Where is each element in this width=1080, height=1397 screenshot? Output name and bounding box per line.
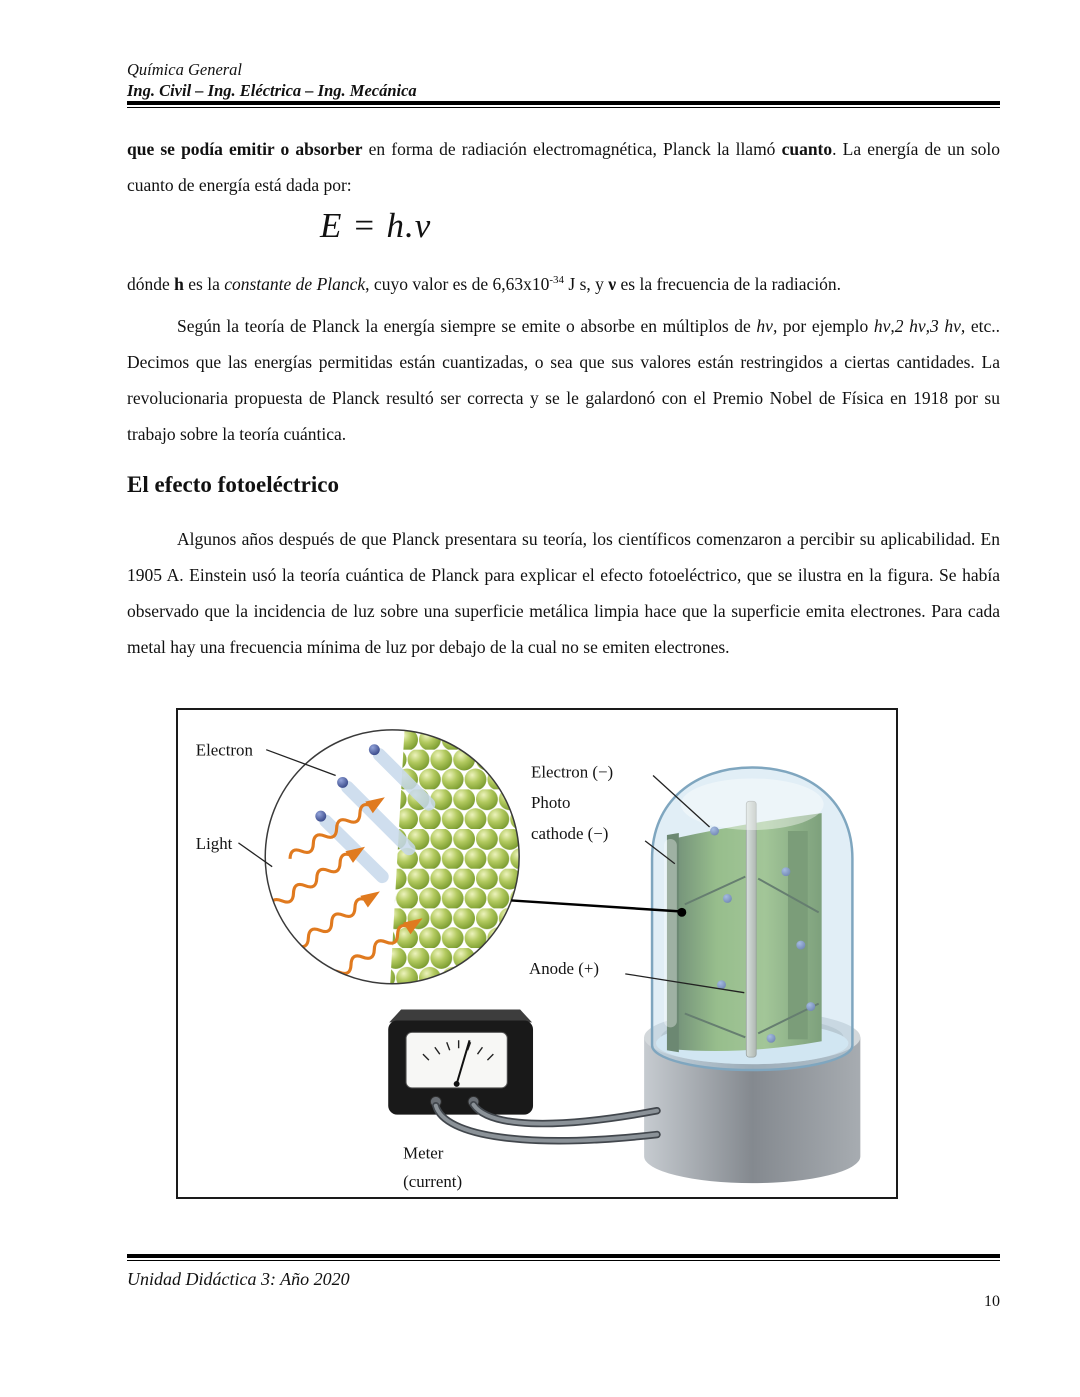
bold-cuanto: cuanto (781, 139, 833, 159)
paragraph-photoelectric-intro: Algunos años después de que Planck presentara su teoría, los científicos comenzaron a percibir su aplicabilidad. En 1905 A. Einstein usó la teoría cuántica de Planck para explicar el efecto fotoeléctrico, que se ilustra en la figura. Se había observado que la incidencia de luz sobre una superficie metálica limpia hace que la superficie emita electrones. Para cada metal hay una frecuencia mínima de luz por debajo de la cual no se emiten electrones. (127, 529, 1000, 657)
photoelectric-diagram (178, 710, 896, 1197)
photo-cathode-label-2: cathode (−) (531, 823, 609, 843)
footer-unit-title: Unidad Didáctica 3: Año 2020 (127, 1269, 350, 1289)
text-run: es la frecuencia de la radiación. (616, 274, 842, 294)
text-run: dónde (127, 274, 175, 294)
electron-neg-label: Electron (−) (531, 762, 614, 782)
text-run: , cuyo valor es de 6,63x10 (365, 274, 550, 294)
footer-rule-thick (127, 1254, 1000, 1258)
footer-rule-thin (127, 1260, 1000, 1261)
light-label: Light (195, 833, 233, 853)
header-careers: Ing. Civil – Ing. Eléctrica – Ing. Mecánica (127, 81, 417, 100)
meter-label-2: (current) (403, 1172, 463, 1192)
text-run: por ejemplo (777, 316, 874, 336)
metal-surface-inset (265, 714, 526, 1002)
meter-label-1: Meter (403, 1143, 444, 1163)
text-run: etc.. Decimos que las energías permitidas están cuantizadas, o sea que sus valores están restringidos a ciertas cantidades. La revolucionaria propuesta de Planck resultó ser correcta y se le galardonó con el Premio Nobel de Física en 1918 por su trabajo sobre la teoría cuántica. (127, 316, 1000, 444)
header-course-title: Química General (127, 60, 243, 79)
section-heading-photoelectric: El efecto fotoeléctrico (127, 472, 339, 497)
text-run: J s, y (564, 274, 609, 294)
superscript-exponent: -34 (549, 274, 565, 287)
anode-label: Anode (+) (529, 958, 599, 978)
text-run: . La energía de un solo cuanto de energía está dada por: (127, 139, 1000, 195)
header-rule-thin (127, 107, 1000, 108)
italic-hnu-1: hν, (756, 316, 778, 336)
page-number: 10 (984, 1293, 1000, 1310)
photo-cathode-label-1: Photo (531, 793, 571, 813)
italic-constante-planck: constante de Planck (224, 274, 366, 294)
metal-atoms (389, 714, 526, 1002)
bold-h: h (174, 274, 184, 294)
inset-callout-dot (677, 908, 686, 917)
italic-hnu-2: hν,2 hν,3 hν, (873, 316, 966, 336)
planck-energy-formula: E = h.ν (320, 206, 432, 245)
paragraph-planck-constant (127, 266, 1000, 302)
bold-nu: ν (608, 274, 617, 294)
photoelectric-effect-figure (176, 708, 898, 1199)
bold-emitir-absorber: que se podía emitir o absorber (127, 139, 363, 159)
glass-dome (652, 768, 852, 1071)
paragraph-quantum-intro (127, 131, 1000, 203)
meter-gauge-face (406, 1032, 507, 1088)
electron-label: Electron (195, 740, 253, 760)
text-run: Según la teoría de Planck la energía siempre se emite o absorbe en múltiplos de (177, 316, 757, 336)
current-meter (388, 1010, 533, 1115)
text-run: en forma de radiación electromagnética, Planck la llamó (362, 139, 782, 159)
text-run: es la (183, 274, 225, 294)
paragraph-quantized-energy (127, 308, 1000, 452)
header-rule-thick (127, 101, 1000, 105)
